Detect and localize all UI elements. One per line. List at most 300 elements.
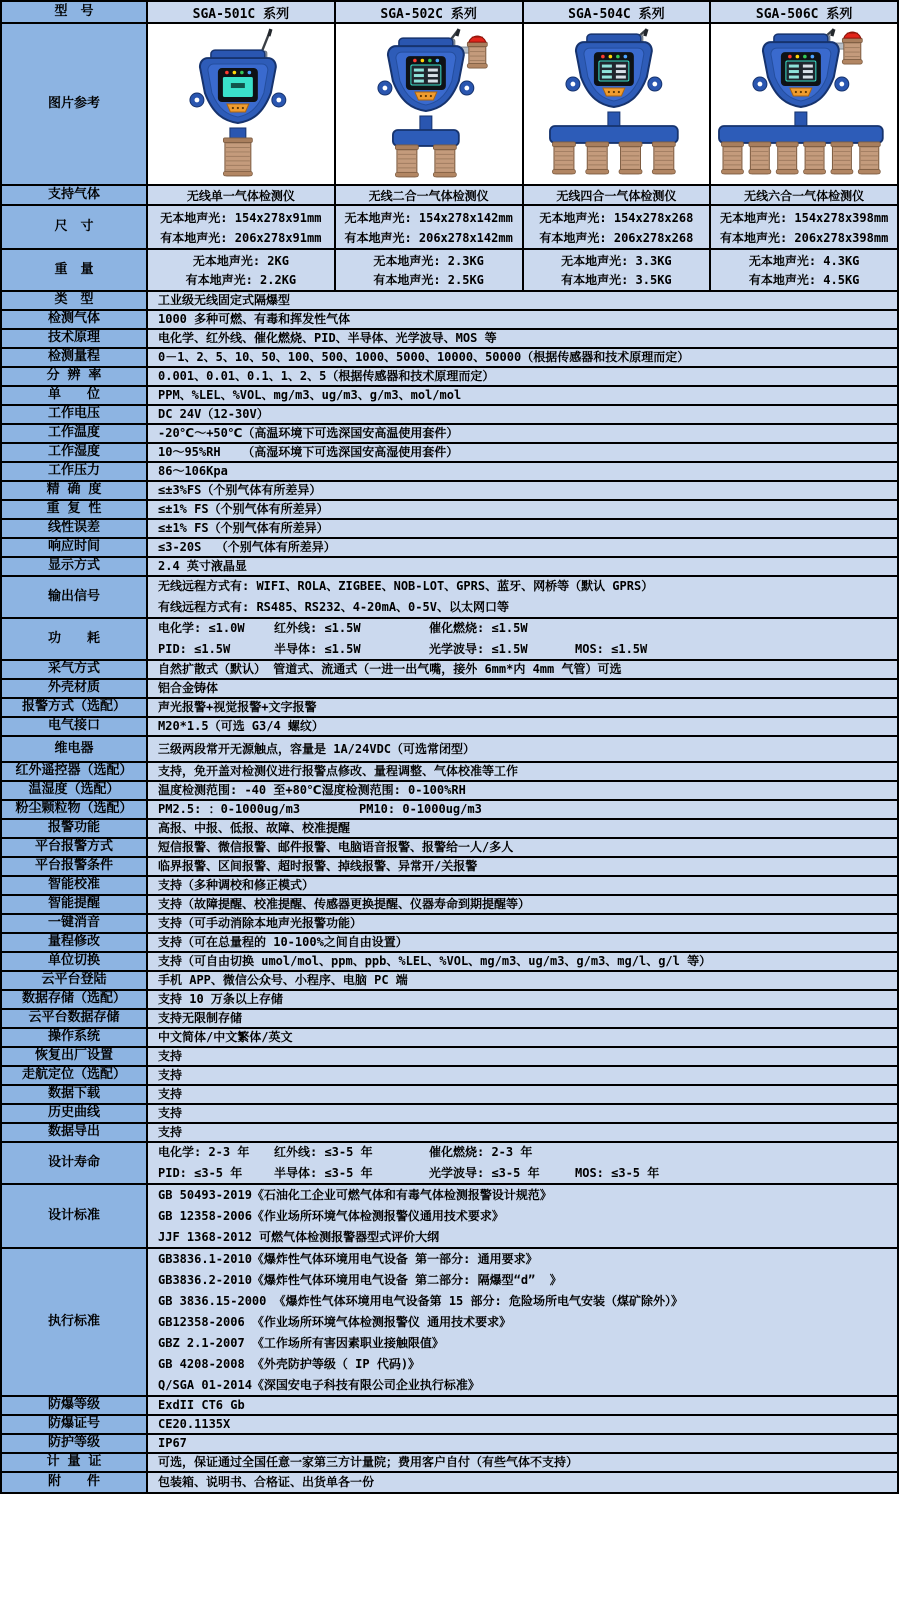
gas-sensor-probe [749,142,771,174]
value-segment: 半导体: ≤3-5 年 [274,1166,373,1180]
row-label: 温湿度（选配） [2,782,148,799]
value-text: 手机 APP、微信公众号、小程序、电脑 PC 端 [158,973,408,987]
value-text: 有本地声光: 206x278x91mm [160,230,322,245]
value-text: 支持 [158,1068,183,1082]
value-text: M20*1.5（可选 G3/4 螺纹） [158,719,324,733]
status-led [811,55,815,59]
spec-row [2,292,897,311]
gas-sensor-probe [619,142,642,174]
status-led [788,55,792,59]
row-label: 单 位 [2,387,148,404]
status-led [248,71,252,75]
status-led [608,55,612,59]
spec-row [2,539,897,558]
gas-sensor-probe [652,142,675,174]
value-segment: 催化燃烧: 2-3 年 [429,1145,533,1159]
spec-row [2,482,897,501]
row-label: 防爆证号 [2,1416,148,1433]
value-text [158,1142,897,1163]
image-row [2,24,897,186]
value-text: GB12358-2006 《作业场所环境气体检测报警仪 通用技术要求》 [158,1314,512,1329]
model-value-cell [336,250,524,290]
gas-sensor-probe [433,145,456,177]
model-value-cell [336,206,524,248]
row-value [148,680,897,697]
row-value [148,539,897,556]
model-header-sga-502c: SGA-502C 系列 [336,2,524,22]
model-header-sga-506c: SGA-506C 系列 [755,6,853,22]
spec-row [2,1029,897,1048]
row-value [148,406,897,423]
spec-row [2,718,897,737]
row-value [148,718,897,735]
value-text: 支持（可在总量程的 10-100%之间自由设置） [158,935,408,949]
spec-row [2,680,897,699]
device-photo-sga-501c [148,26,334,184]
row-label: 响应时间 [2,539,148,556]
value-text: 三级两段常开无源触点，容量是 1A/24VDC（可选常闭型） [158,741,476,756]
value-text: 支持 [158,1087,183,1101]
row-value [148,934,897,951]
row-label: 技术原理 [2,330,148,347]
value-text: GB 50493-2019《石油化工企业可燃气体和有毒气体检测报警设计规范》 [158,1187,552,1202]
spec-row [2,972,897,991]
row-label: 防爆等级 [2,1397,148,1414]
row-value [148,699,897,716]
spec-row [2,820,897,839]
row-value [148,330,897,347]
model-header-sga-504c: SGA-504C 系列 [524,2,712,22]
row-label: 输出信号 [2,577,148,617]
row-value [148,737,897,761]
spec-row [2,1416,897,1435]
gas-sensor-probe [831,142,853,174]
device-photo-sga-502c [336,26,522,184]
row-label: 尺 寸 [2,206,148,248]
row-label: 防护等级 [2,1435,148,1452]
spec-row [2,406,897,425]
row-value [148,520,897,537]
spec-row [2,858,897,877]
value-text: 支持，免开盖对检测仪进行报警点修改、量程调整、气体校准等工作 [158,764,519,778]
model-value-cell [336,186,524,204]
value-text: DC 24V（12-30V） [158,407,269,421]
row-label: 操作系统 [2,1029,148,1046]
spec-row [2,1454,897,1473]
row-label: 单位切换 [2,953,148,970]
value-text: 无本地声光: 2KG [192,254,289,268]
spec-row [2,1143,897,1185]
value-text: 有本地声光: 206x278x268 [539,230,694,245]
row-label: 检测量程 [2,349,148,366]
sensor-manifold [393,130,459,146]
spec-row [2,1010,897,1029]
gas-sensor-probe [395,145,418,177]
row-value [148,1086,897,1103]
spec-row [2,425,897,444]
value-text: 工业级无线固定式隔爆型 [158,293,291,307]
spec-row [2,839,897,858]
value-text: ≤±1% FS（个别气体有所差异） [158,502,329,516]
device-image-cell [336,24,524,184]
row-value [148,972,897,989]
value-text: 支持（多种调校和修正模式） [158,878,315,892]
value-segment: 湿度检测范围: 0-100%RH [321,783,466,797]
row-label: 检测气体 [2,311,148,328]
row-value [148,387,897,404]
value-segment: 电化学: ≤1.0W [158,621,245,635]
gas-sensor-probe [223,138,252,176]
sensor-manifold [549,126,677,143]
row-label: 走航定位（选配） [2,1067,148,1084]
row-label: 智能提醒 [2,896,148,913]
value-text: 有本地声光: 4.5KG [748,273,860,287]
model-value-cell [148,186,336,204]
value-text: 中文简体/中文繁体/英文 [158,1030,293,1044]
row-label: 历史曲线 [2,1105,148,1122]
row-label: 功 耗 [2,619,148,659]
model-value-cell [524,206,712,248]
spec-row [2,877,897,896]
row-label: 计 量 证 [2,1454,148,1471]
value-text: 2.4 英寸液晶显 [158,559,247,573]
spec-row [2,1397,897,1416]
value-text: JJF 1368-2012 可燃气体检测报警器型式评价大纲 [158,1229,440,1244]
row-label: 数据存储（选配） [2,991,148,1008]
row-label: 报警功能 [2,820,148,837]
spec-row [2,953,897,972]
spec-row [2,186,897,206]
value-text: 无线四合一气体检测仪 [556,189,677,203]
row-label: 支持气体 [2,186,148,204]
status-led [796,55,800,59]
model-header-sga-501c: SGA-501C 系列 [148,2,336,22]
value-text: ≤±3%FS（个别气体有所差异） [158,483,322,497]
model-value-cell [524,186,712,204]
row-label: 设计寿命 [2,1143,148,1183]
value-text: 短信报警、微信报警、邮件报警、电脑语音报警、报警给一人/多人 [158,840,514,854]
row-label: 精 确 度 [2,482,148,499]
row-label: 图片参考 [2,24,148,184]
row-value [148,1010,897,1027]
device-image-cell [524,24,712,184]
row-value [148,577,897,617]
row-value [148,1454,897,1471]
value-text: 无线二合一气体检测仪 [368,189,489,203]
sensor-manifold [719,126,883,143]
value-segment: PM2.5: ：0-1000ug/m3 [158,802,301,816]
gas-sensor-probe [859,142,881,174]
value-segment: 催化燃烧: ≤1.5W [429,621,528,635]
value-text: 无本地声光: 154x278x91mm [160,210,322,225]
value-text: Q/SGA 01-2014《深国安电子科技有限公司企业执行标准》 [158,1377,480,1392]
row-value [148,1048,897,1065]
row-label: 外壳材质 [2,680,148,697]
spec-row [2,1048,897,1067]
row-value [148,953,897,970]
gas-sensor-probe [776,142,798,174]
value-text: GB3836.2-2010《爆炸性气体环境用电气设备 第二部分: 隔爆型“d” 》 [158,1272,562,1287]
row-value [148,877,897,894]
row-value [148,801,897,818]
value-text: ExdII CT6 Gb [158,1398,245,1412]
value-text: 支持（可自由切换 umol/mol、ppm、ppb、%LEL、%VOL、mg/m3、ug/m3、g/m3、mg/l、g/l 等） [158,954,712,968]
value-segment: MOS: ≤3-5 年 [575,1166,660,1180]
device-photo-sga-506c [711,26,897,184]
row-label: 设计标准 [2,1185,148,1247]
gas-sensor-probe [722,142,744,174]
detector-body [190,50,286,123]
gas-sensor-probe [552,142,575,174]
spec-row [2,619,897,661]
value-text [158,639,897,660]
row-value [148,820,897,837]
model-value-cell [711,186,897,204]
row-label: 线性误差 [2,520,148,537]
value-segment: 红外线: ≤3-5 年 [274,1145,373,1159]
value-text: 铝合金铸体 [158,681,219,695]
value-text: 有本地声光: 2.5KG [373,273,484,287]
value-text: GB 12358-2006《作业场所环境气体检测报警仪通用技术要求》 [158,1208,504,1223]
row-label: 类 型 [2,292,148,309]
value-text: 有本地声光: 3.5KG [561,273,672,287]
status-led [616,55,620,59]
model-value-cell [148,206,336,248]
value-text: 电化学、红外线、催化燃烧、PID、半导体、光学波导、MOS 等 [158,331,497,345]
value-segment: 光学波导: ≤1.5W [429,642,528,656]
model-value-cell [711,250,897,290]
row-value [148,763,897,780]
spec-row [2,699,897,718]
status-led [428,59,432,63]
row-value [148,896,897,913]
status-led [435,59,439,63]
row-label: 量程修改 [2,934,148,951]
row-value [148,1143,897,1183]
spec-row [2,1067,897,1086]
spec-row [2,463,897,482]
value-text: 临界报警、区间报警、超时报警、掉线报警、异常开/关报警 [158,859,478,873]
gas-sensor-probe [585,142,608,174]
spec-row [2,250,897,292]
row-value [148,661,897,678]
spec-row [2,501,897,520]
spec-row [2,782,897,801]
value-segment: 红外线: ≤1.5W [274,621,361,635]
status-led [240,71,244,75]
spec-row [2,1435,897,1454]
value-text: 无线六合一气体检测仪 [744,189,865,203]
status-led [601,55,605,59]
value-text [158,800,897,819]
row-value [148,311,897,328]
row-value [148,1416,897,1433]
value-text: 1000 多种可燃、有毒和挥发性气体 [158,312,351,326]
row-label: 电气接口 [2,718,148,735]
table-header-row [2,2,897,24]
row-value [148,991,897,1008]
row-label: 数据导出 [2,1124,148,1141]
model-value-cell [148,250,336,290]
spec-row [2,520,897,539]
row-value [148,1397,897,1414]
row-label: 粉尘颗粒物（选配） [2,801,148,818]
value-text: GB 4208-2008 《外壳防护等级（ IP 代码)》 [158,1356,421,1371]
value-text: CE20.1135X [158,1417,231,1431]
row-label: 智能校准 [2,877,148,894]
device-image-cell [711,24,897,184]
row-value [148,915,897,932]
spec-row [2,1185,897,1249]
value-text: 无本地声光: 154x278x268 [539,210,694,225]
row-value [148,444,897,461]
row-label: 工作湿度 [2,444,148,461]
value-segment: PID: ≤3-5 年 [158,1166,243,1180]
detector-body [753,34,849,107]
row-value [148,425,897,442]
value-text: 支持（故障提醒、校准提醒、传感器更换提醒、仪器寿命到期提醒等） [158,897,531,911]
row-label: 平台报警条件 [2,858,148,875]
row-label: 采气方式 [2,661,148,678]
row-label: 红外遥控器（选配） [2,763,148,780]
status-led [803,55,807,59]
value-text: 包装箱、说明书、合格证、出货单各一份 [158,1475,375,1489]
value-text [158,1163,897,1184]
value-text: 支持 [158,1049,183,1063]
value-text: 支持 [158,1125,183,1139]
row-label: 云平台登陆 [2,972,148,989]
row-label: 重 复 性 [2,501,148,518]
spec-row [2,444,897,463]
spec-row [2,801,897,820]
row-value [148,839,897,856]
spec-row [2,991,897,1010]
row-value [148,1435,897,1452]
gas-sensor-probe [843,38,863,64]
value-text: IP67 [158,1436,187,1450]
row-value [148,1185,897,1247]
spec-row [2,661,897,680]
value-text: 无线远程方式有: WIFI、ROLA、ZIGBEE、NOB-LOT、GPRS、蓝牙、网桥等（默认 GPRS） [158,579,654,593]
value-text: 0.001、0.01、0.1、1、2、5（根据传感器和技术原理而定） [158,369,495,383]
row-value [148,1249,897,1395]
spec-row [2,1105,897,1124]
row-label: 平台报警方式 [2,839,148,856]
row-value [148,368,897,385]
row-label: 分 辨 率 [2,368,148,385]
row-label: 执行标准 [2,1249,148,1395]
value-text: 0－1、2、5、10、50、100、500、1000、5000、10000、50000（根据传感器和技术原理而定） [158,350,690,364]
row-label: 恢复出厂设置 [2,1048,148,1065]
value-text [158,781,897,800]
value-text: 无线单一气体检测仪 [186,189,295,203]
spec-row [2,577,897,619]
value-segment: 温度检测范围: -40 至+80℃ [158,783,322,797]
spec-row [2,368,897,387]
row-label: 重 量 [2,250,148,290]
value-text: PPM、%LEL、%VOL、mg/m3、ug/m3、g/m3、mol/mol [158,388,462,402]
row-value [148,292,897,309]
value-text: 86～106Kpa [158,464,228,478]
row-label: 工作温度 [2,425,148,442]
status-led [233,71,237,75]
model-value-cell [524,250,712,290]
row-label: 报警方式（选配） [2,699,148,716]
row-label: 工作电压 [2,406,148,423]
spec-row [2,1124,897,1143]
value-text: GB3836.1-2010《爆炸性气体环境用电气设备 第一部分: 通用要求》 [158,1251,538,1266]
row-label: 工作压力 [2,463,148,480]
row-value [148,463,897,480]
row-value [148,858,897,875]
value-text: 无本地声光: 3.3KG [561,254,672,268]
spec-row [2,311,897,330]
value-text: 高报、中报、低报、故障、校准提醒 [158,821,351,835]
value-text: 无本地声光: 154x278x398mm [719,210,889,225]
spec-row [2,349,897,368]
value-text: 支持（可手动消除本地声光报警功能） [158,916,363,930]
value-text [158,618,897,639]
row-value [148,1124,897,1141]
status-led [623,55,627,59]
value-text: GB 3836.15-2000 《爆炸性气体环境用电气设备第 15 部分: 危险场所电气安装（煤矿除外）》 [158,1293,683,1308]
spec-row [2,737,897,763]
value-text: 有本地声光: 206x278x142mm [344,230,513,245]
value-text: 有线远程方式有: RS485、RS232、4-20mA、0-5V、以太网口等 [158,600,509,614]
value-text: 可选，保证通过全国任意一家第三方计量院；费用客户自付（有些气体不支持） [158,1455,579,1469]
model-value-cell [711,206,897,248]
spec-row [2,934,897,953]
device-image-cell [148,24,336,184]
row-label: 一键消音 [2,915,148,932]
value-segment: PM10: 0-1000ug/m3 [359,802,482,816]
header-label: 型 号 [2,2,148,22]
row-value [148,501,897,518]
value-text: 有本地声光: 2.2KG [185,273,297,287]
status-led [420,59,424,63]
row-value [148,1473,897,1492]
spec-row [2,558,897,577]
spec-row [2,763,897,782]
value-text: -20℃～+50℃（高温环境下可选深国安高温使用套件） [158,426,459,440]
value-text: 有本地声光: 206x278x398mm [719,230,889,245]
status-led [225,71,229,75]
value-text: 自然扩散式（默认） 管道式、流通式（一进一出气嘴，接外 6mm*内 4mm 气管）可选 [158,662,622,676]
detector-body [565,34,661,107]
value-text: 支持无限制存储 [158,1011,243,1025]
row-value [148,782,897,799]
value-segment: MOS: ≤1.5W [575,642,648,656]
row-label: 数据下载 [2,1086,148,1103]
row-value [148,619,897,659]
spec-row [2,1473,897,1492]
row-label: 附 件 [2,1473,148,1492]
value-text: 无本地声光: 2.3KG [373,254,484,268]
gas-sensor-probe [804,142,826,174]
value-text: ≤±1% FS（个别气体有所差异） [158,521,329,535]
row-label: 维电器 [2,737,148,761]
value-text: 无本地声光: 154x278x142mm [344,210,513,225]
status-led [413,59,417,63]
value-segment: 光学波导: ≤3-5 年 [429,1166,540,1180]
value-text: 10～95%RH （高湿环境下可选深国安高湿使用套件） [158,445,459,459]
row-label: 显示方式 [2,558,148,575]
row-value [148,558,897,575]
spec-row [2,206,897,250]
device-photo-sga-504c [524,26,710,184]
value-segment: PID: ≤1.5W [158,642,231,656]
value-text: ≤3-20S （个别气体有所差异） [158,540,336,554]
